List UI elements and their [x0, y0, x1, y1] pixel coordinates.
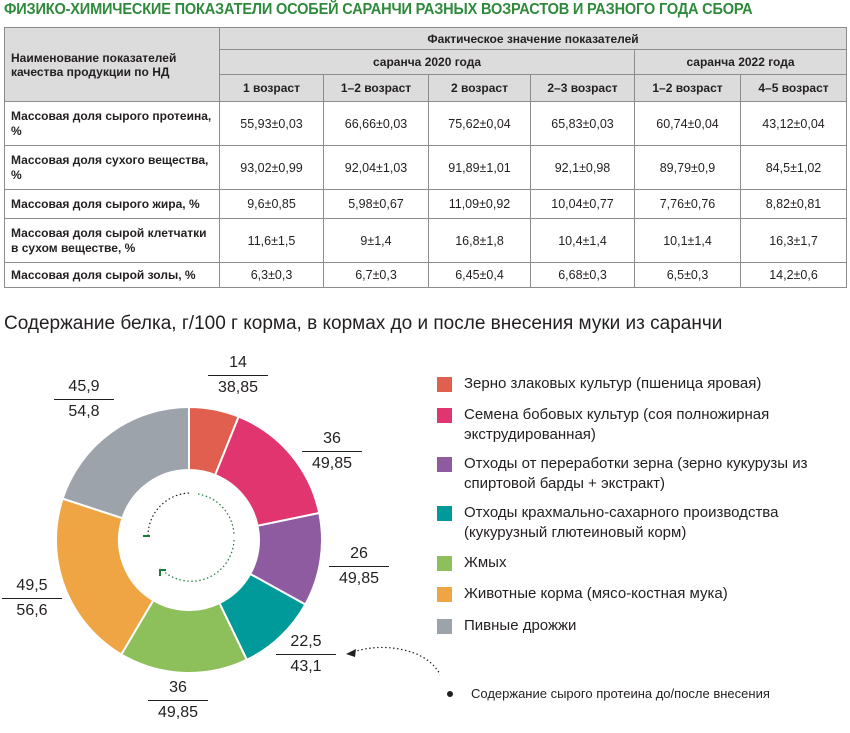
table-cell: 11,09±0,92 — [429, 190, 531, 219]
row-label: Массовая доля сухого вещества, % — [5, 146, 220, 190]
table-cell: 6,68±0,3 — [531, 263, 635, 288]
slice-label-brewers-yeast — [54, 377, 114, 422]
table-cell: 75,62±0,04 — [429, 102, 531, 146]
table-cell: 10,4±1,4 — [531, 219, 635, 263]
value-before: 26 — [329, 544, 389, 567]
value-after: 38,85 — [217, 379, 259, 396]
legend-label: Пивные дрожжи — [464, 617, 577, 634]
legend-item — [437, 503, 837, 543]
year-group-2022: саранча 2022 года — [635, 50, 847, 75]
table-cell: 10,1±1,4 — [635, 219, 741, 263]
table-cell: 60,74±0,04 — [635, 102, 741, 146]
legend-item — [437, 584, 837, 604]
pointer-line — [353, 647, 440, 687]
age-header: 1–2 возраст — [635, 75, 741, 102]
slice-label-legumes — [302, 429, 362, 474]
table-cell: 89,79±0,9 — [635, 146, 741, 190]
table-row — [5, 263, 847, 288]
legend-swatch — [437, 457, 452, 472]
age-header: 1 возраст — [220, 75, 324, 102]
dotted-arc — [148, 493, 191, 536]
table-cell: 91,89±1,01 — [429, 146, 531, 190]
legend-swatch — [437, 587, 452, 602]
value-before: 14 — [208, 353, 268, 376]
legend-label: Отходы крахмально-сахарного производства (кукурузный глютеиновый корм) — [464, 504, 779, 541]
slice-brewers-yeast — [63, 407, 189, 518]
table-cell: 65,83±0,03 — [531, 102, 635, 146]
table-cell: 55,93±0,03 — [220, 102, 324, 146]
legend-item — [437, 553, 837, 573]
legend-item — [437, 454, 837, 494]
value-before: 45,9 — [54, 377, 114, 400]
row-label: Массовая доля сырого протеина, % — [5, 102, 220, 146]
legend-swatch — [437, 408, 452, 423]
value-after: 49,85 — [338, 570, 380, 587]
table-group-header: Фактическое значение показателей — [220, 28, 847, 50]
table-cell: 14,2±0,6 — [741, 263, 847, 288]
pointer-arrowhead — [346, 649, 356, 657]
table-cell: 6,45±0,4 — [429, 263, 531, 288]
legend-swatch — [437, 377, 452, 392]
value-after: 54,8 — [68, 403, 100, 420]
table-cell: 10,04±0,77 — [531, 190, 635, 219]
table-cell: 8,82±0,81 — [741, 190, 847, 219]
table-cell: 66,66±0,03 — [324, 102, 429, 146]
value-after: 56,6 — [16, 602, 48, 619]
slice-label-starch-waste — [276, 632, 336, 677]
age-header: 1–2 возраст — [324, 75, 429, 102]
slice-label-grain-waste — [329, 544, 389, 589]
table-cell: 6,7±0,3 — [324, 263, 429, 288]
indicators-table — [4, 27, 847, 288]
value-before: 22,5 — [276, 632, 336, 655]
legend-swatch — [437, 619, 452, 634]
table-cell: 93,02±0,99 — [220, 146, 324, 190]
legend-label: Жмых — [464, 554, 507, 571]
table-cell: 43,12±0,04 — [741, 102, 847, 146]
legend-swatch — [437, 556, 452, 571]
value-before: 36 — [148, 678, 208, 701]
legend-item — [437, 374, 837, 394]
legend-item — [437, 616, 837, 636]
page-title: ФИЗИКО-ХИМИЧЕСКИЕ ПОКАЗАТЕЛИ ОСОБЕЙ САРАНЧИ РАЗНЫХ ВОЗРАСТОВ И РАЗНОГО ГОДА СБОРА — [4, 1, 753, 18]
value-before: 36 — [302, 429, 362, 452]
annotation-dot — [447, 691, 453, 697]
table-cell: 9±1,4 — [324, 219, 429, 263]
table-cell: 84,5±1,02 — [741, 146, 847, 190]
legend-label: Семена бобовых культур (соя полножирная экструдированная) — [464, 406, 770, 443]
value-after: 49,85 — [157, 704, 199, 721]
age-header: 2–3 возраст — [531, 75, 635, 102]
table-cell: 92,04±1,03 — [324, 146, 429, 190]
legend-label: Отходы от переработки зерна (зерно кукурузы из спиртовой барды + экстракт) — [464, 455, 808, 492]
table-cell: 6,3±0,3 — [220, 263, 324, 288]
table-cell: 11,6±1,5 — [220, 219, 324, 263]
table-cell: 16,3±1,7 — [741, 219, 847, 263]
table-cell: 92,1±0,98 — [531, 146, 635, 190]
value-after: 49,85 — [311, 455, 353, 472]
table-row — [5, 102, 847, 146]
table-row — [5, 219, 847, 263]
inner-arrows — [143, 493, 234, 581]
table-cell: 16,8±1,8 — [429, 219, 531, 263]
table-row-header: Наименование показателей качества продукции по НД — [5, 28, 220, 102]
legend-item — [437, 405, 837, 445]
legend-label: Животные корма (мясо-костная мука) — [464, 585, 728, 602]
age-header: 4–5 возраст — [741, 75, 847, 102]
value-before: 49,5 — [2, 576, 62, 599]
slice-label-oilcake — [148, 678, 208, 723]
dotted-arc — [160, 540, 234, 581]
row-label: Массовая доля сырого жира, % — [5, 190, 220, 219]
chart-title: Содержание белка, г/100 г корма, в кормах до и после внесения муки из саранчи — [4, 313, 723, 334]
chart-legend — [437, 374, 837, 636]
age-header: 2 возраст — [429, 75, 531, 102]
row-label: Массовая доля сырой золы, % — [5, 263, 220, 288]
table-row — [5, 146, 847, 190]
year-group-2020: саранча 2020 года — [220, 50, 635, 75]
value-after: 43,1 — [290, 658, 322, 675]
table-row — [5, 190, 847, 219]
table-cell: 5,98±0,67 — [324, 190, 429, 219]
slice-label-animal-feed — [2, 576, 62, 621]
table-cell: 9,6±0,85 — [220, 190, 324, 219]
annotation-text: Содержание сырого протеина до/после внесения — [471, 686, 770, 701]
row-label: Массовая доля сырой клетчатки в сухом веществе, % — [5, 219, 220, 263]
legend-swatch — [437, 506, 452, 521]
legend-label: Зерно злаковых культур (пшеница яровая) — [464, 375, 762, 392]
dotted-arc — [198, 494, 234, 536]
table-cell: 7,76±0,76 — [635, 190, 741, 219]
slice-label-grain — [208, 353, 268, 398]
table-cell: 6,5±0,3 — [635, 263, 741, 288]
